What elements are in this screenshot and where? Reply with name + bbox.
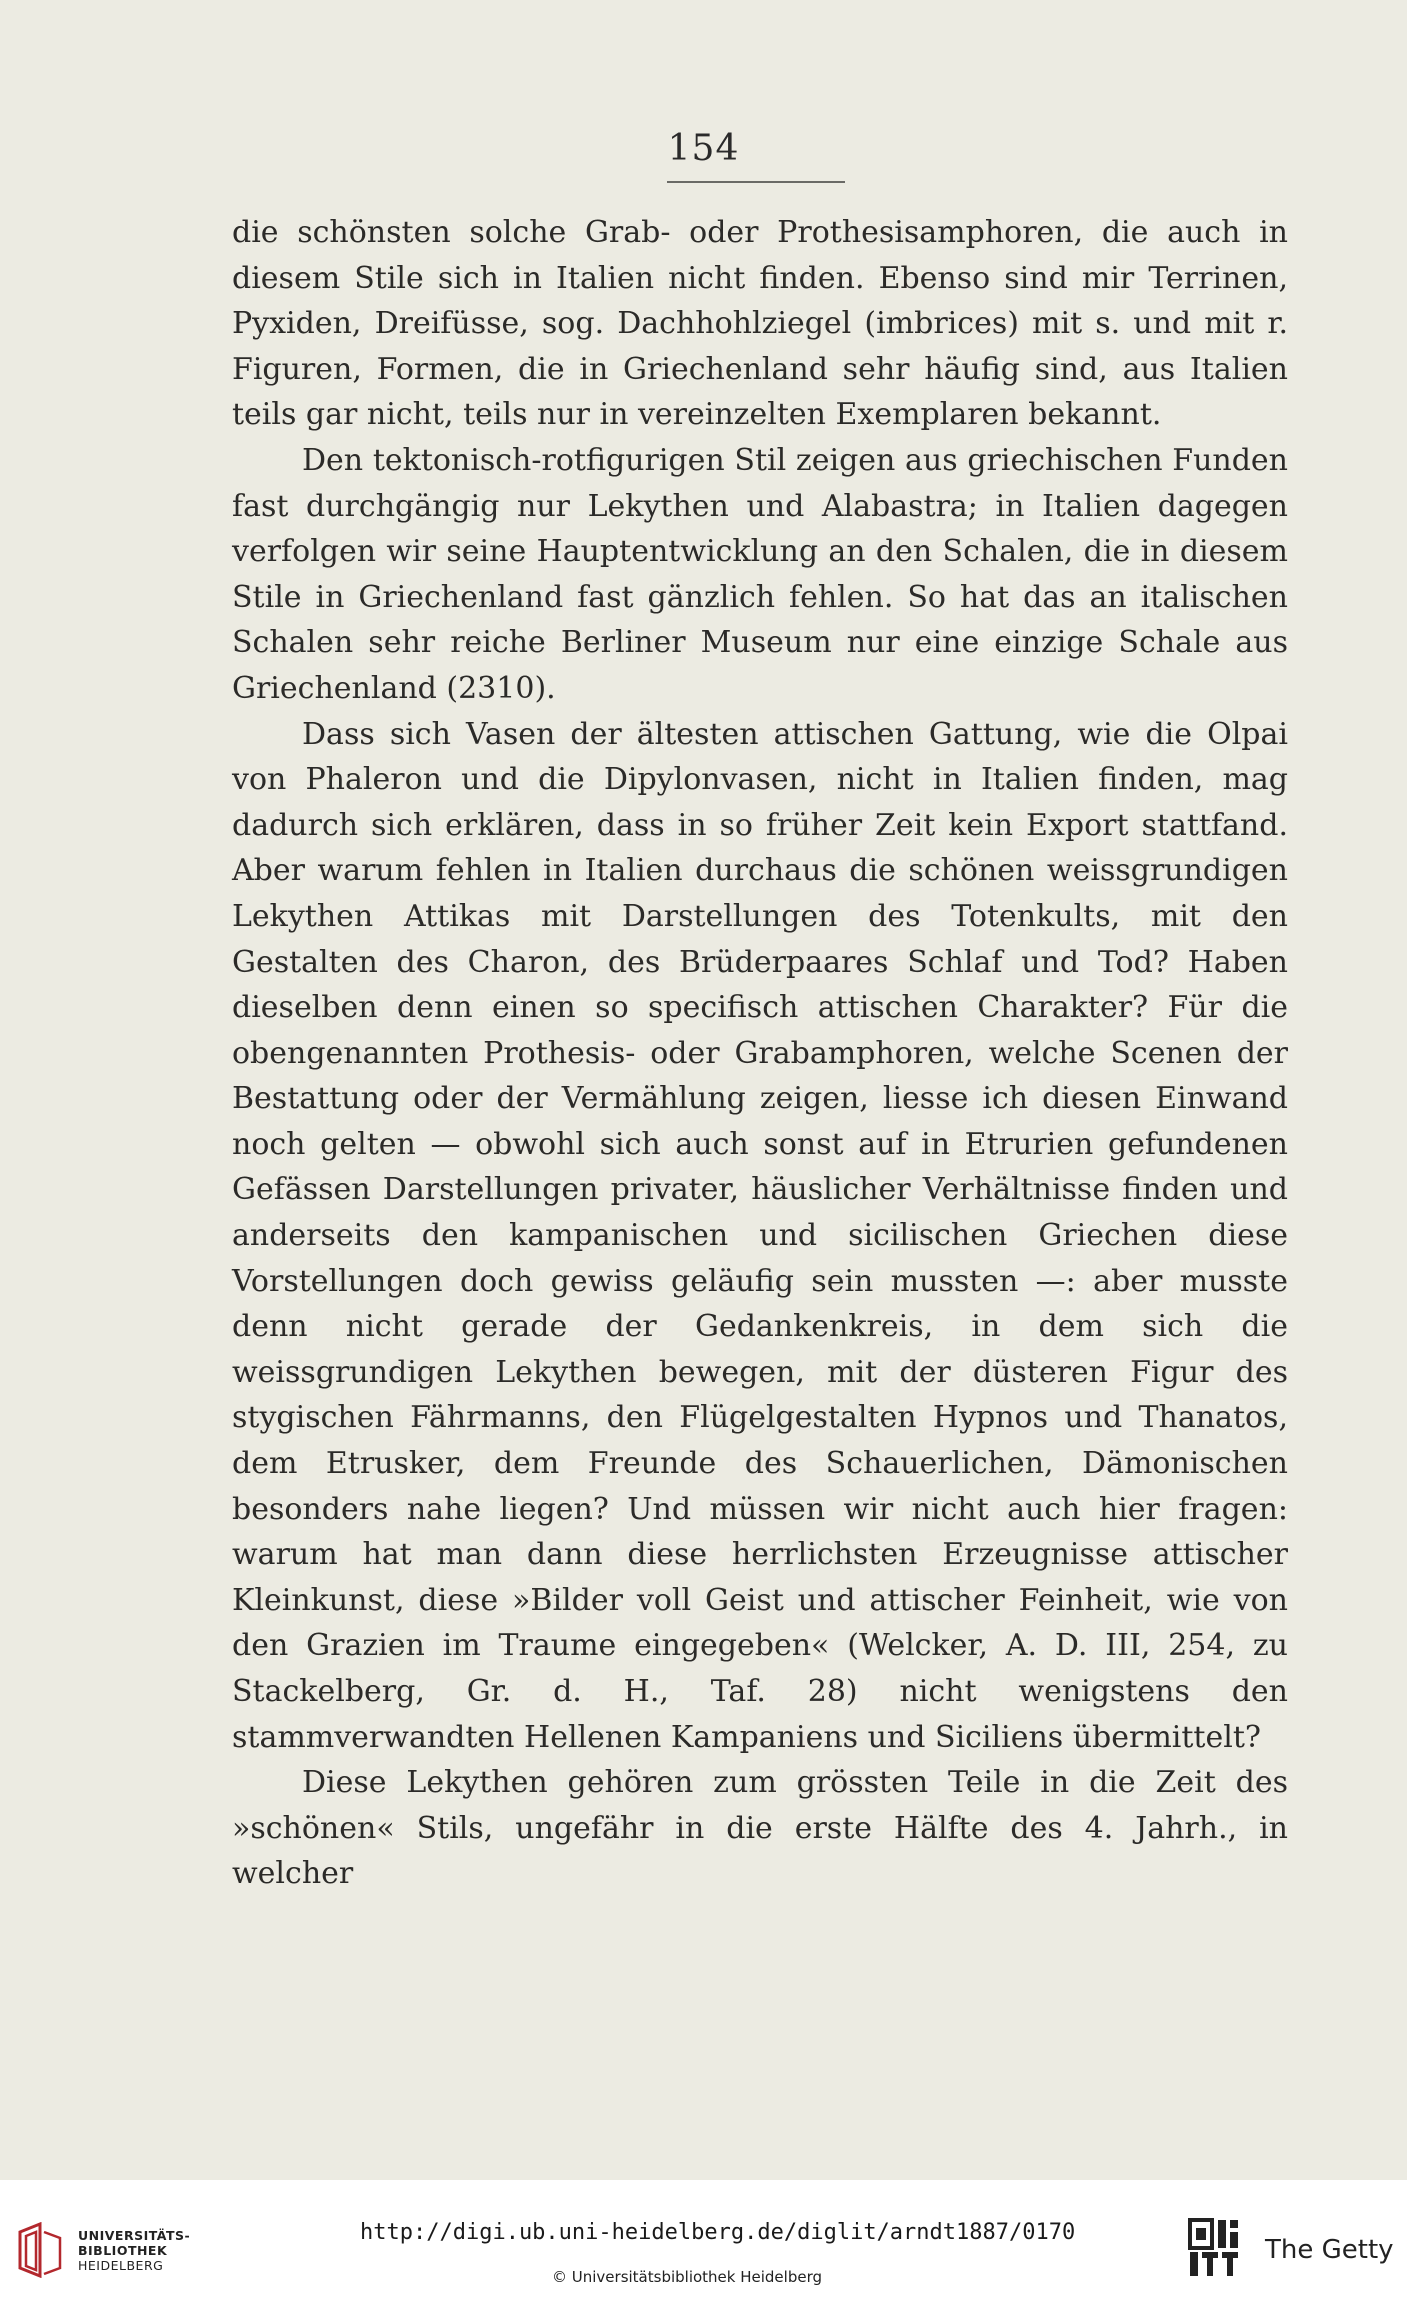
paragraph-4: Diese Lekythen gehören zum grössten Teile in die Zeit des »schönen« Stils, ungefähr in die erste Hälfte des 4. Jahrh., in welcher	[232, 1765, 1288, 1892]
page-number: 154	[667, 128, 740, 169]
library-name-line-3: HEIDELBERG	[78, 2258, 164, 2273]
paragraph-2: Den tektonisch-rotfigurigen Stil zeigen aus griechischen Funden fast durchgängig nur Lekythen und Alabastra; in Italien dagegen verfolgen wir seine Hauptentwicklung an den Schalen, die in diesem Stile in Griechenland fast gänzlich fehlen. So hat das an italischen Schalen sehr reiche Berliner Museum nur eine einzige Schale aus Griechenland (2310).	[232, 442, 1288, 706]
getty-name: The Getty	[1265, 2235, 1394, 2265]
page-number-rule	[667, 181, 845, 183]
library-name-line-1: UNIVERSITÄTS-	[78, 2228, 191, 2243]
university-library-name	[78, 2228, 190, 2273]
body-text	[232, 210, 1288, 1897]
paragraph-1: die schönsten solche Grab- oder Prothesisamphoren, die auch in diesem Stile sich in Italien nicht finden. Ebenso sind mir Terrinen, Pyxiden, Dreifüsse, sog. Dachhohlziegel (imbrices) mit s. und mit r. Figuren, Formen, die in Griechenland sehr häufig sind, aus Italien teils gar nicht, teils nur in vereinzelten Exemplaren bekannt.	[232, 215, 1288, 433]
digitization-footer	[0, 2180, 1407, 2310]
paragraph-3: Dass sich Vasen der ältesten attischen Gattung, wie die Olpai von Phaleron und die Dipylonvasen, nicht in Italien finden, mag dadurch sich erklären, dass in so früher Zeit kein Export stattfand. Aber warum fehlen in Italien durchaus die schönen weissgrundigen Lekythen Attikas mit Darstellungen des Totenkults, mit den Gestalten des Charon, des Brüderpaares Schlaf und Tod? Haben dieselben denn einen so specifisch attischen Charakter? Für die obengenannten Prothesis- oder Grabamphoren, welche Scenen der Bestattung oder der Vermählung zeigen, liesse ich diesen Einwand noch gelten — obwohl sich auch sonst auf in Etrurien gefundenen Gefässen Darstellungen privater, häuslicher Verhältnisse finden und anderseits den kampanischen und sicilischen Griechen diese Vorstellungen doch gewiss geläufig sein mussten —: aber musste denn nicht gerade der Gedankenkreis, in dem sich die weissgrundigen Lekythen bewegen, mit der düsteren Figur des stygischen Fährmanns, den Flügelgestalten Hypnos und Thanatos, dem Etrusker, dem Freunde des Schauerlichen, Dämonischen besonders nahe liegen? Und müssen wir nicht auch hier fragen: warum hat man dann diese herrlichsten Erzeugnisse attischer Kleinkunst, diese »Bilder voll Geist und attischer Feinheit, wie von den Grazien im Traume eingegeben« (Welcker, A. D. III, 254, zu Stackelberg, Gr. d. H., Taf. 28) nicht wenigstens den stammverwandten Hellenen Kampaniens und Siciliens übermittelt?	[232, 716, 1288, 1755]
university-library-logo-icon	[16, 2222, 64, 2278]
source-url-link[interactable]: http://digi.ub.uni-heidelberg.de/diglit/arndt1887/0170	[360, 2220, 1076, 2245]
library-name-line-2: BIBLIOTHEK	[78, 2243, 168, 2258]
copyright-notice: © Universitätsbibliothek Heidelberg	[552, 2268, 823, 2286]
getty-logo-icon	[1188, 2218, 1242, 2280]
